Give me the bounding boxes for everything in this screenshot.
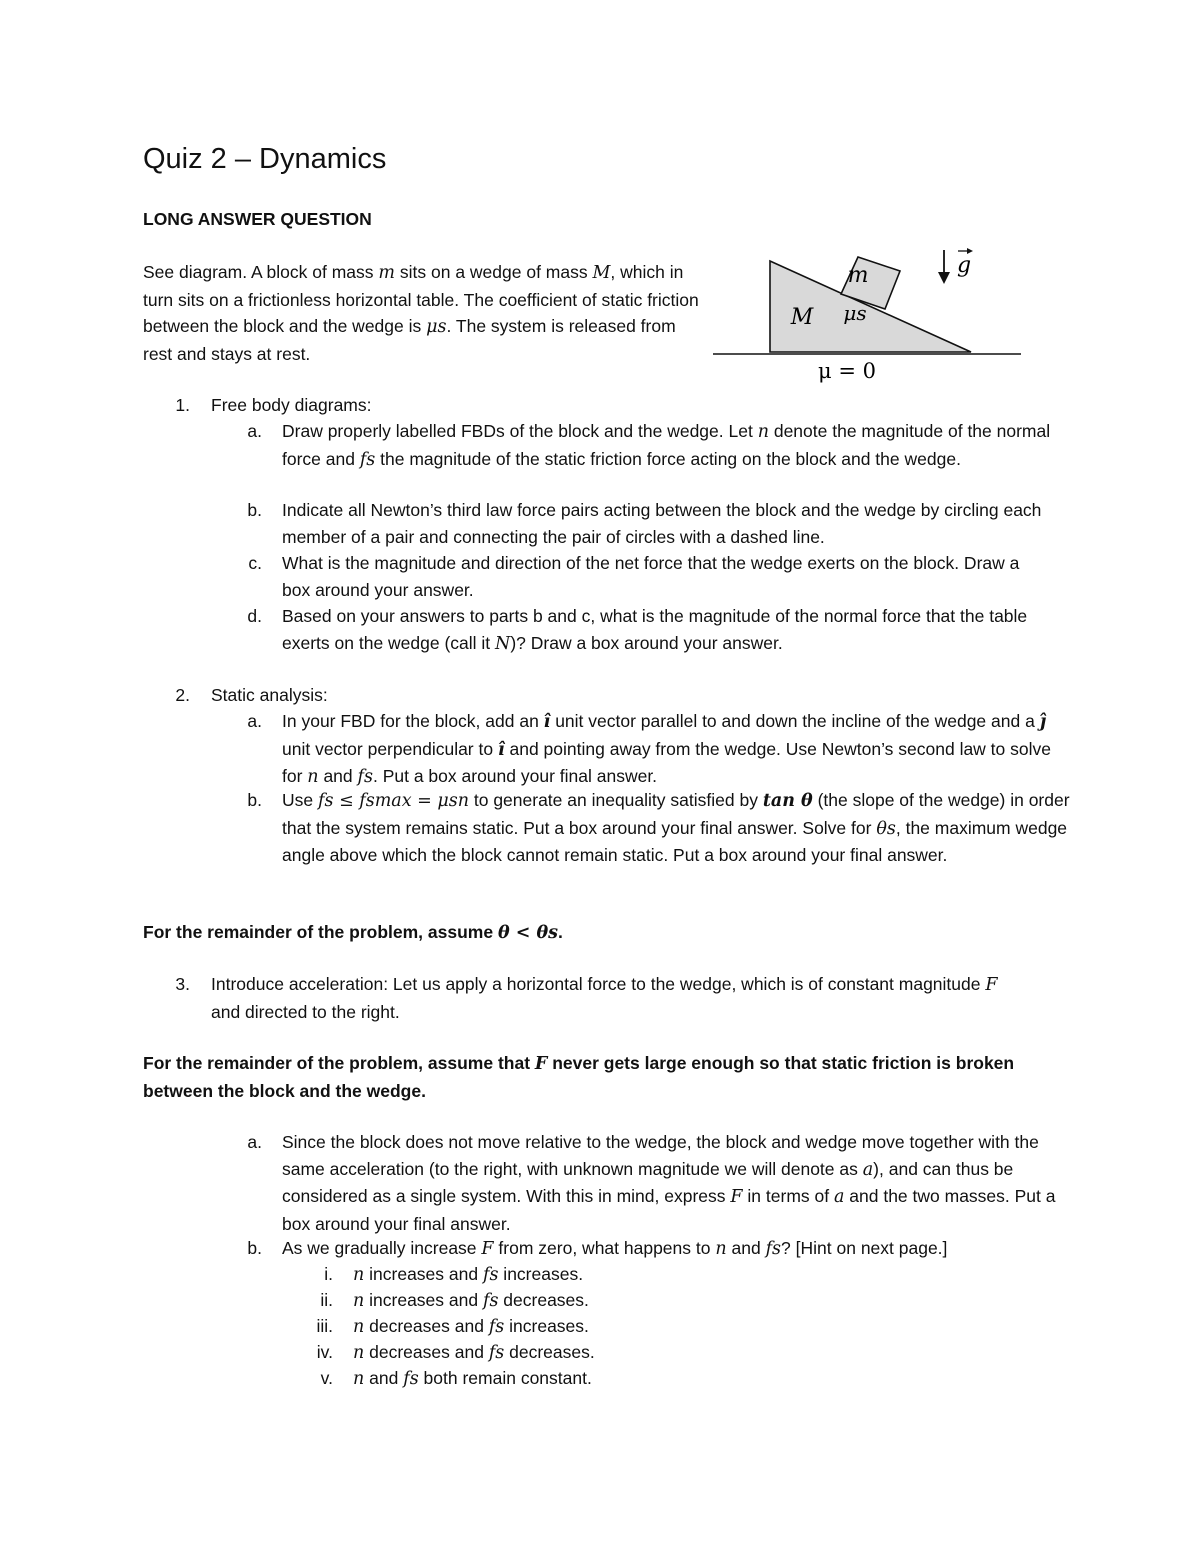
- q2-text: Static analysis:: [211, 685, 328, 705]
- q2-number: 2.: [175, 685, 190, 705]
- table-label: μ = 0: [818, 359, 876, 383]
- q2b-label: b.: [247, 790, 262, 810]
- intro-paragraph: See diagram. A block of mass m sits on a wedge of mass M, which in turn sits on a frictionless horizontal table. The coefficient of static friction between the block and the wedge is μs. The system is released from rest and stays at rest.: [143, 262, 699, 364]
- friction-label: μs: [843, 301, 867, 325]
- wedge-diagram: [705, 228, 1035, 388]
- option-label: ii.: [320, 1290, 333, 1310]
- assumption-force: For the remainder of the problem, assume that F never gets large enough so that static friction is broken between the block and the wedge.: [143, 1053, 1015, 1101]
- section-header: LONG ANSWER QUESTION: [143, 209, 372, 229]
- q3a-label: a.: [247, 1132, 262, 1152]
- option-text: n increases and fs increases.: [353, 1264, 584, 1285]
- q1d-label: d.: [247, 606, 262, 626]
- q1b-label: b.: [247, 500, 262, 520]
- q1a-text: Draw properly labelled FBDs of the block and the wedge. Let n denote the magnitude of the normal force and fs the magnitude of the static friction force acting on the block and the wedge.: [282, 421, 1051, 470]
- assumption-theta: For the remainder of the problem, assume θ < θs.: [143, 922, 563, 943]
- wedge-label: M: [790, 305, 814, 330]
- page-title: Quiz 2 – Dynamics: [143, 143, 387, 175]
- q1c-text: What is the magnitude and direction of the net force that the wedge exerts on the block. Draw a box around your answer.: [282, 553, 1020, 600]
- q1d-text: Based on your answers to parts b and c, what is the magnitude of the normal force that the table exerts on the wedge (call it N)? Draw a box around your answer.: [282, 606, 1028, 654]
- option-label: i.: [324, 1264, 333, 1284]
- gravity-arrowhead: [938, 272, 950, 284]
- q2b-text: Use fs ≤ fsmax = μsn to generate an inequality satisfied by tan θ (the slope of the wedge) in order that the system remains static. Put a box around your final answer. Solve for θs, the maximum wedge angle above which the block cannot remain static. Put a box around your final answer.: [282, 790, 1070, 865]
- q1-text: Free body diagrams:: [211, 395, 372, 415]
- q3b-label: b.: [247, 1238, 262, 1258]
- option-text: n decreases and fs decreases.: [353, 1342, 595, 1363]
- option-label: iii.: [316, 1316, 333, 1336]
- option-text: n and fs both remain constant.: [353, 1368, 592, 1389]
- q3b-text: As we gradually increase F from zero, what happens to n and fs? [Hint on next page.]: [282, 1238, 948, 1259]
- q1c-label: c.: [248, 553, 262, 573]
- q1-number: 1.: [175, 395, 190, 415]
- option-label: iv.: [316, 1342, 333, 1362]
- gravity-label: g: [956, 253, 972, 278]
- option-text: n increases and fs decreases.: [353, 1290, 589, 1311]
- option-label: v.: [320, 1368, 333, 1388]
- block-label: m: [847, 263, 869, 288]
- q2a-label: a.: [247, 711, 262, 731]
- q3-text: Introduce acceleration: Let us apply a horizontal force to the wedge, which is of constant magnitude F and directed to the right.: [211, 974, 998, 1022]
- q3-number: 3.: [175, 974, 190, 994]
- option-text: n decreases and fs increases.: [353, 1316, 589, 1337]
- q1b-text: Indicate all Newton’s third law force pairs acting between the block and the wedge by circling each member of a pair and connecting the pair of circles with a dashed line.: [282, 500, 1042, 547]
- q1a-label: a.: [247, 421, 262, 441]
- q3a-text: Since the block does not move relative to the wedge, the block and wedge move together with the same acceleration (to the right, with unknown magnitude we will denote as a), and can thus be considered as a single system. With this in mind, express F in terms of a and the two masses. Put a box around your final answer.: [282, 1132, 1056, 1234]
- q2a-text: In your FBD for the block, add an î unit vector parallel to and down the incline of the wedge and a ĵ unit vector perpendicular to î and pointing away from the wedge. Use Newton’s second law to solve for n and fs. Put a box around your final answer.: [282, 711, 1051, 787]
